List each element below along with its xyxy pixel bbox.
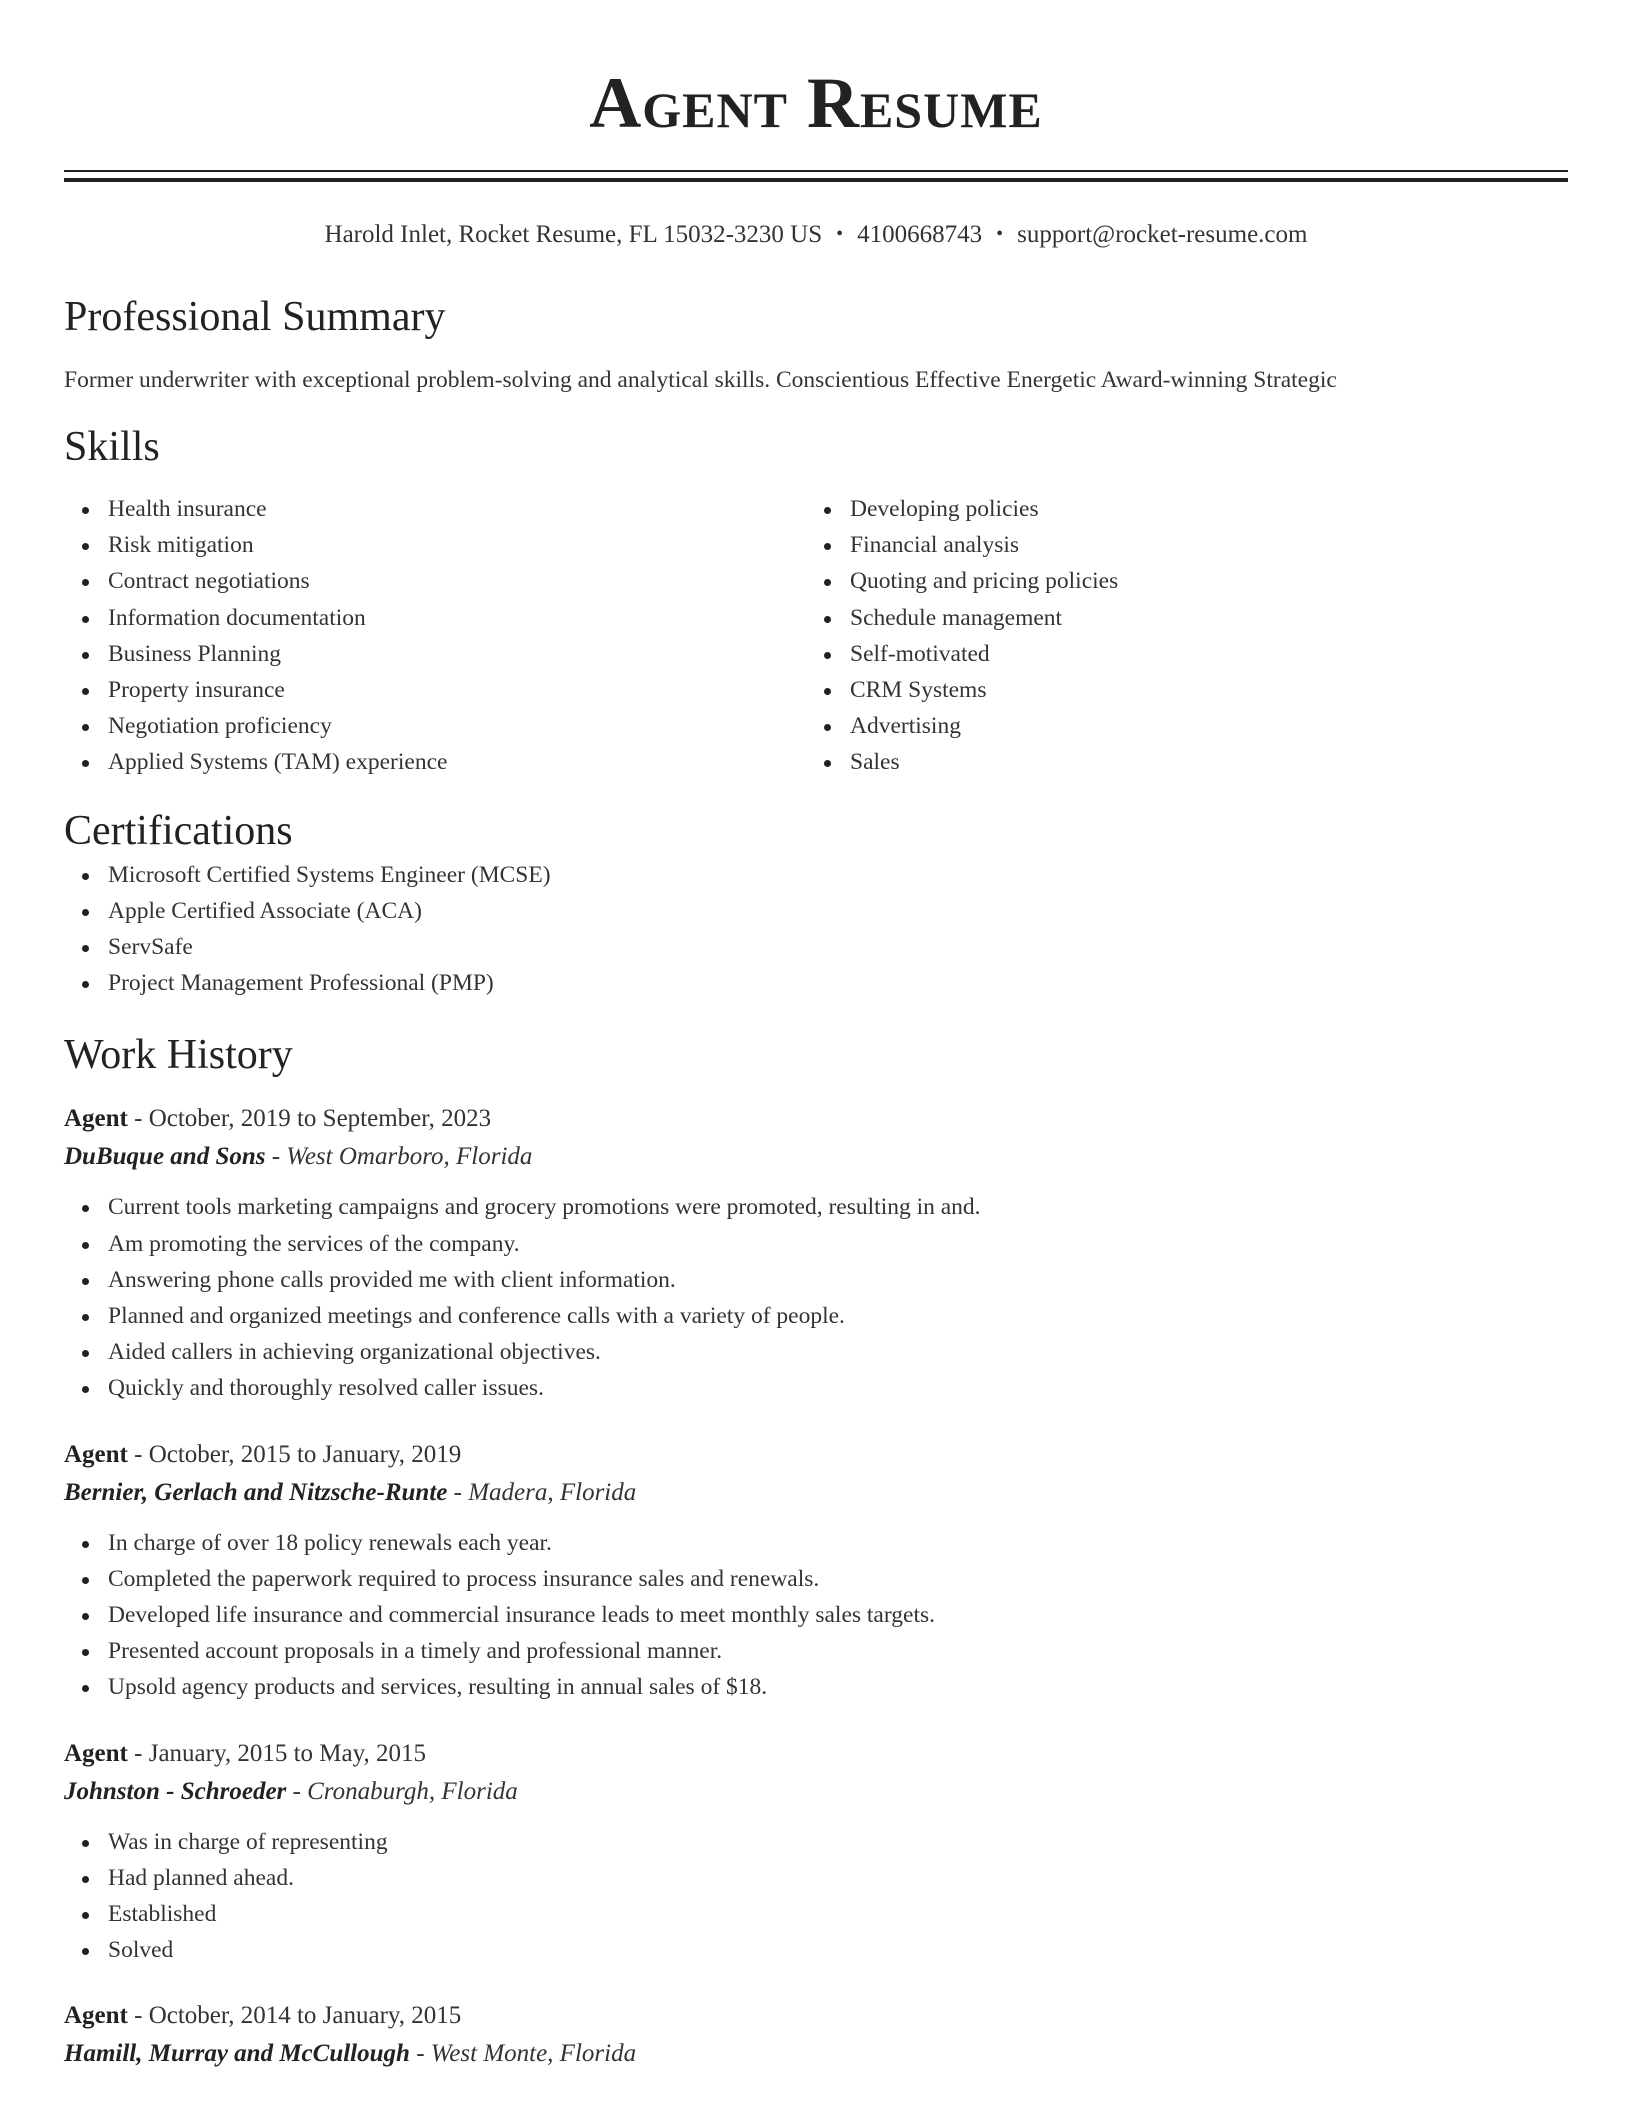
skills-list-right <box>806 491 1548 781</box>
job-dates: - January, 2015 to May, 2015 <box>127 1739 426 1767</box>
certification-item: Microsoft Certified Systems Engineer (MCSE) <box>108 857 1568 893</box>
skill-item: Schedule management <box>850 600 1548 636</box>
skill-item: Property insurance <box>108 672 806 708</box>
summary-text: Former underwriter with exceptional problem-solving and analytical skills. Conscientious Effective Energetic Award-winning Strategic <box>64 367 1337 393</box>
certification-item: Apple Certified Associate (ACA) <box>108 893 1568 929</box>
job-company-line <box>64 2034 1568 2074</box>
job-bullet: Established <box>108 1896 1568 1932</box>
job-bullet: Aided callers in achieving organizational objectives. <box>108 1334 1568 1370</box>
job-company: Hamill, Murray and McCullough <box>64 2040 410 2068</box>
job-company-line <box>64 1473 1568 1513</box>
job-title-line <box>64 1437 1568 1473</box>
job-bullet: Quickly and thoroughly resolved caller issues. <box>108 1370 1568 1406</box>
job-title: Agent <box>64 1105 128 1133</box>
job-dates: - October, 2014 to January, 2015 <box>127 2002 462 2030</box>
job-bullet: Answering phone calls provided me with client information. <box>108 1262 1568 1298</box>
job-bullet: Presented account proposals in a timely and professional manner. <box>108 1633 1568 1669</box>
skill-item: Developing policies <box>850 491 1548 527</box>
separator-dot: • <box>836 223 844 245</box>
skill-item: Financial analysis <box>850 527 1548 563</box>
job-location: - West Monte, Florida <box>409 2040 637 2068</box>
job-title: Agent <box>64 1739 128 1767</box>
skill-item: CRM Systems <box>850 672 1548 708</box>
job-title: Agent <box>64 1440 128 1468</box>
job-title: Agent <box>64 2002 128 2030</box>
certification-item: Project Management Professional (PMP) <box>108 965 1568 1001</box>
job-dates: - October, 2019 to September, 2023 <box>127 1105 492 1133</box>
skills-column-left <box>64 491 806 781</box>
job-bullet: Upsold agency products and services, resulting in annual sales of $18. <box>108 1669 1568 1705</box>
job-entry <box>64 1437 1568 1706</box>
job-dates: - October, 2015 to January, 2019 <box>127 1440 462 1468</box>
job-company: Johnston - Schroeder <box>64 1777 287 1805</box>
job-title-line <box>64 1101 1568 1137</box>
skills-grid <box>64 491 1568 781</box>
work-history-heading: Work History <box>64 1032 293 1079</box>
skill-item: Information documentation <box>108 600 806 636</box>
skills-list-left <box>64 491 806 781</box>
job-entry <box>64 1101 1568 1406</box>
job-title-line <box>64 1998 1568 2034</box>
skills-heading: Skills <box>64 424 160 470</box>
title-double-rule <box>64 170 1568 182</box>
skills-column-right <box>806 491 1548 781</box>
job-bullet: Am promoting the services of the company. <box>108 1226 1568 1262</box>
job-entry <box>64 1998 1568 2074</box>
resume-title: Agent Resume <box>589 63 1043 143</box>
skill-item: Sales <box>850 744 1548 780</box>
job-company-line <box>64 1137 1568 1177</box>
job-bullet: Was in charge of representing <box>108 1824 1568 1860</box>
skill-item: Quoting and pricing policies <box>850 563 1548 599</box>
job-bullet: Solved <box>108 1932 1568 1968</box>
job-bullet: Current tools marketing campaigns and grocery promotions were promoted, resulting in and. <box>108 1189 1568 1225</box>
certifications-list <box>64 857 1568 1002</box>
skill-item: Negotiation proficiency <box>108 708 806 744</box>
summary-heading: Professional Summary <box>64 294 446 340</box>
job-company: Bernier, Gerlach and Nitzsche-Runte <box>64 1478 448 1506</box>
separator-dot: • <box>996 223 1004 245</box>
job-bullet: In charge of over 18 policy renewals each year. <box>108 1525 1568 1561</box>
job-location: - Madera, Florida <box>447 1478 637 1506</box>
job-bullet-list <box>64 1189 1568 1406</box>
skill-item: Health insurance <box>108 491 806 527</box>
skill-item: Self-motivated <box>850 636 1548 672</box>
job-bullet: Completed the paperwork required to process insurance sales and renewals. <box>108 1561 1568 1597</box>
job-bullet: Planned and organized meetings and conference calls with a variety of people. <box>108 1298 1568 1334</box>
job-title-line <box>64 1736 1568 1772</box>
job-company: DuBuque and Sons <box>64 1143 266 1171</box>
contact-email: support@rocket-resume.com <box>1017 221 1308 248</box>
job-bullet: Developed life insurance and commercial insurance leads to meet monthly sales targets. <box>108 1597 1568 1633</box>
job-location: - Cronaburgh, Florida <box>286 1777 518 1805</box>
skill-item: Advertising <box>850 708 1548 744</box>
skill-item: Applied Systems (TAM) experience <box>108 744 806 780</box>
certifications-heading: Certifications <box>64 807 293 854</box>
job-company-line <box>64 1772 1568 1812</box>
certification-item: ServSafe <box>108 929 1568 965</box>
contact-line <box>64 218 1568 251</box>
skill-item: Risk mitigation <box>108 527 806 563</box>
job-bullet-list <box>64 1824 1568 1969</box>
job-entry <box>64 1736 1568 1969</box>
skill-item: Contract negotiations <box>108 563 806 599</box>
job-bullet-list <box>64 1525 1568 1706</box>
contact-address: Harold Inlet, Rocket Resume, FL 15032-3230 US <box>324 221 823 248</box>
job-location: - West Omarboro, Florida <box>265 1143 533 1171</box>
skill-item: Business Planning <box>108 636 806 672</box>
job-bullet: Had planned ahead. <box>108 1860 1568 1896</box>
contact-phone: 4100668743 <box>857 221 983 248</box>
